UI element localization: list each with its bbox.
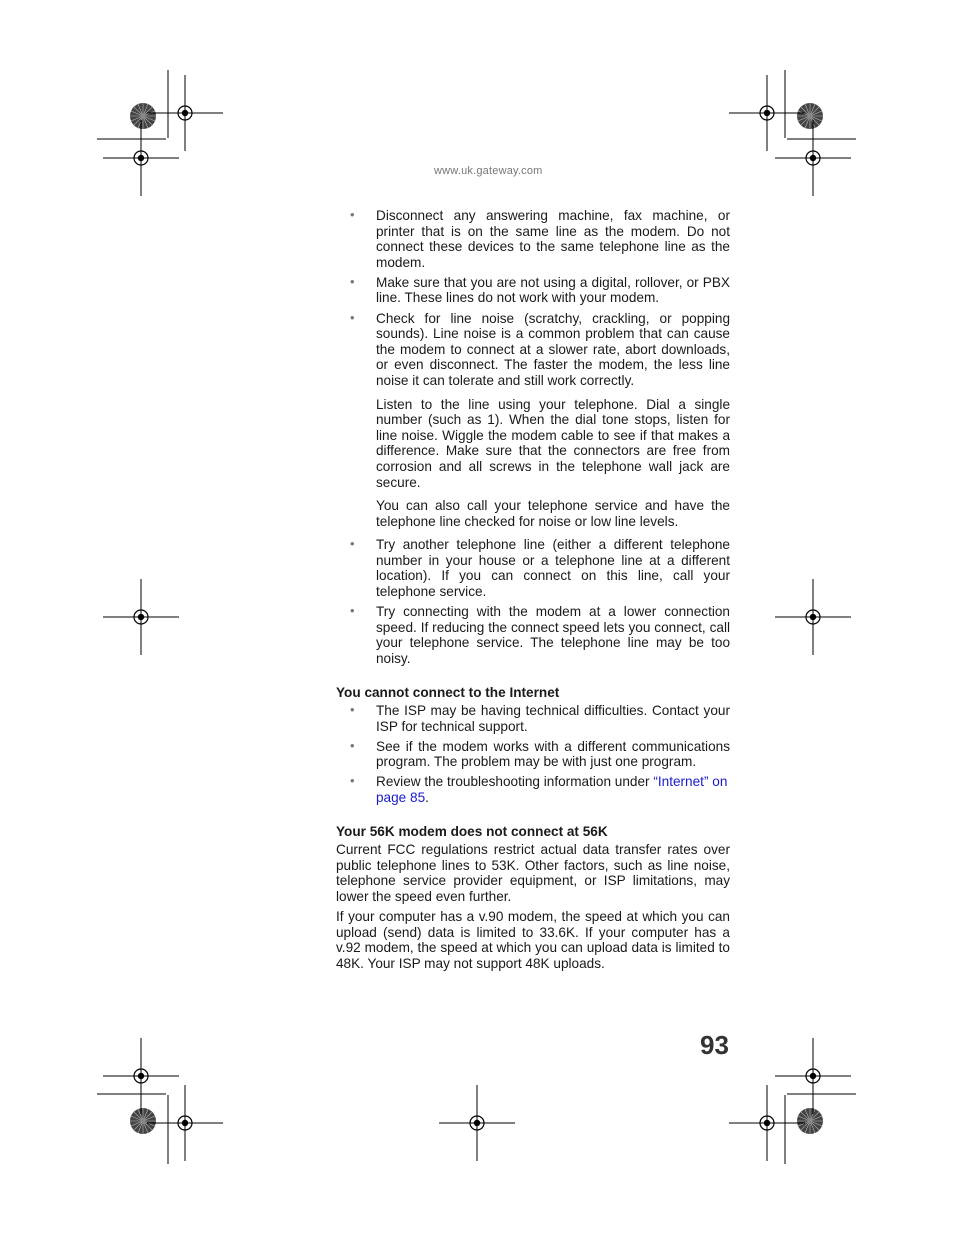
list-item: • Try connecting with the modem at a lower connection speed. If reducing the connect speed lets you connect, call your telephone service. The telephone line may be too noisy. [350,603,730,666]
list-item: • Try another telephone line (either a different telephone number in your house or a telephone line at a different location). If you can connect on this line, call your telephone service. [350,536,730,600]
bullet-icon: • [350,309,355,325]
header-url: www.uk.gateway.com [434,165,543,177]
indented-paragraph: You can also call your telephone service and have the telephone line checked for noise or low line levels. [376,498,730,529]
bullet-list-modem-checks [336,208,730,389]
bullet-icon: • [350,536,355,552]
page-number: 93 [700,1030,729,1060]
bullet-list-line-checks [336,537,730,666]
list-item: • Disconnect any answering machine, fax machine, or printer that is on the same line as the modem. Do not connect these devices to the same telephone line as the modem. [350,207,730,270]
list-item: • The ISP may be having technical difficulties. Contact your ISP for technical support. [350,702,730,734]
list-item: • See if the modem works with a different communications program. The problem may be with just one program. [350,737,730,770]
section-heading: Your 56K modem does not connect at 56K [336,824,608,840]
bullet-icon: • [350,603,355,619]
indented-paragraph: Listen to the line using your telephone. Dial a single number (such as 1). When the dial tone stops, listen for line noise. Wiggle the modem cable to see if that makes a difference. Make sure that the connectors are free from corrosion and all screws in the telephone wall jack are secure. [376,396,730,490]
list-item: • Review the troubleshooting information under “Internet” on page 85. [350,773,728,805]
list-item: • Check for line noise (scratchy, crackling, or popping sounds). Line noise is a common problem that can cause the modem to connect at a slower rate, abort downloads, or even disconnect. The faster the modem, the less line noise it can tolerate and still work correctly. [350,309,730,388]
section-heading: You cannot connect to the Internet [336,685,560,701]
main-column [336,208,730,976]
body-paragraph: Current FCC regulations restrict actual data transfer rates over public telephone lines to 53K. Other factors, such as line noise, telephone service provider equipment, or ISP limitations, may lower the speed even further. [336,842,730,904]
bullet-icon: • [350,207,355,222]
internet-page-link[interactable]: “Internet” on page 85 [376,774,728,805]
bullet-list-internet [336,703,730,806]
list-item: • Make sure that you are not using a digital, rollover, or PBX line. These lines do not work with your modem. [350,273,730,306]
body-paragraph: If your computer has a v.90 modem, the speed at which you can upload (send) data is limited to 33.6K. If your computer has a v.92 modem, the speed at which you can upload data is limited to 48K. Your ISP may not support 48K uploads. [336,908,730,971]
bullet-icon: • [350,737,355,753]
bullet-icon: • [350,702,355,718]
bullet-icon: • [350,773,355,789]
bullet-icon: • [350,273,355,289]
